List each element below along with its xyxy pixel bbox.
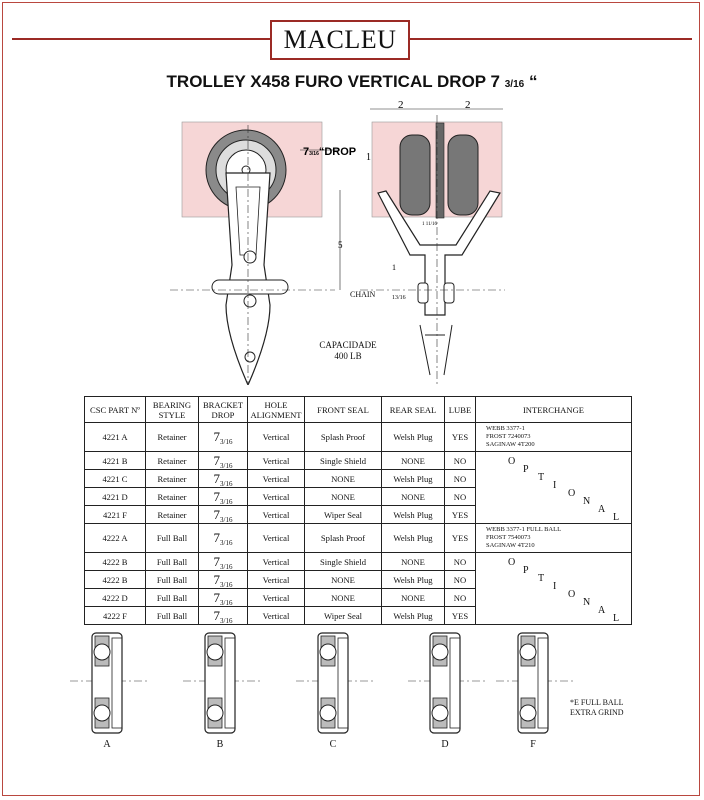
bearing-section-a bbox=[70, 633, 150, 733]
drop-cell bbox=[199, 452, 248, 470]
align-cell: Vertical bbox=[248, 488, 305, 506]
optional-letter: O bbox=[568, 487, 576, 499]
interchange-line: FROST 7240073 bbox=[486, 433, 531, 440]
drop-label: 73/16“DROP bbox=[303, 146, 357, 158]
interchange-cell bbox=[476, 423, 632, 452]
bearing-section-f bbox=[496, 633, 576, 733]
drop-number: 7 bbox=[213, 488, 221, 504]
drop-fraction: 3/16 bbox=[220, 598, 233, 607]
table-row bbox=[85, 423, 632, 452]
style-cell: Full Ball bbox=[146, 589, 199, 607]
capacity-label bbox=[308, 340, 388, 362]
chain-label: CHAIN bbox=[350, 290, 376, 299]
optional-letter: A bbox=[598, 503, 606, 515]
style-cell: Retainer bbox=[146, 488, 199, 506]
dim-13-16: 13/16 bbox=[392, 295, 406, 301]
part-cell: 4222 F bbox=[85, 607, 146, 625]
bearing-section-b bbox=[183, 633, 263, 733]
col-rear: REAR SEAL bbox=[382, 397, 445, 423]
bearing-label-b: B bbox=[216, 739, 224, 750]
drop-number: 7 bbox=[213, 429, 221, 444]
col-align: HOLE ALIGNMENT bbox=[248, 397, 305, 423]
drop-cell bbox=[199, 524, 248, 553]
optional-letter: I bbox=[553, 580, 557, 592]
drop-cell bbox=[199, 423, 248, 452]
optional-letter: O bbox=[508, 556, 516, 568]
interchange-cell bbox=[476, 524, 632, 553]
bearing-label-f: F bbox=[530, 739, 536, 750]
front-seal-cell: Single Shield bbox=[305, 553, 382, 571]
front-seal-cell: Splash Proof bbox=[305, 423, 382, 452]
part-cell: 4222 A bbox=[85, 524, 146, 553]
note-line2: EXTRA GRIND bbox=[570, 708, 624, 717]
drop-number: 7 bbox=[213, 571, 221, 587]
dim-5: 5 bbox=[338, 240, 343, 250]
interchange-line: SAGINAW 4T200 bbox=[486, 441, 535, 448]
optional-letter: P bbox=[523, 463, 529, 475]
part-cell: 4221 D bbox=[85, 488, 146, 506]
front-seal-cell: NONE bbox=[305, 589, 382, 607]
style-cell: Full Ball bbox=[146, 553, 199, 571]
drop-number: 7 bbox=[213, 452, 221, 468]
lube-cell: YES bbox=[445, 506, 476, 524]
wheel-left-end bbox=[400, 135, 430, 215]
drop-fraction: 3/16 bbox=[220, 515, 233, 524]
optional-letter: L bbox=[613, 612, 620, 624]
optional-letter: N bbox=[583, 495, 591, 507]
capacity-line2: 400 LB bbox=[334, 351, 362, 361]
front-seal-cell: Single Shield bbox=[305, 452, 382, 470]
interchange-line: WEBB 3377-1 bbox=[486, 425, 525, 432]
rear-seal-cell: NONE bbox=[382, 553, 445, 571]
title-suffix: “ bbox=[524, 72, 538, 91]
table-row bbox=[85, 553, 632, 571]
drop-fraction: 3/16 bbox=[220, 497, 233, 506]
drop-cell bbox=[199, 506, 248, 524]
drop-cell bbox=[199, 589, 248, 607]
rear-seal-cell: Welsh Plug bbox=[382, 571, 445, 589]
interchange-line: WEBB 3377-1 FULL BALL bbox=[486, 526, 562, 533]
optional-letter: P bbox=[523, 564, 529, 576]
brand-logo bbox=[270, 20, 410, 60]
bearing-section-c bbox=[296, 633, 376, 733]
rear-seal-cell: Welsh Plug bbox=[382, 506, 445, 524]
interchange-line: SAGINAW 4T210 bbox=[486, 542, 535, 549]
align-cell: Vertical bbox=[248, 452, 305, 470]
col-part: CSC PART Nº bbox=[85, 397, 146, 423]
drop-fraction: 3/16 bbox=[220, 479, 233, 488]
optional-letter: O bbox=[508, 455, 516, 467]
align-cell: Vertical bbox=[248, 571, 305, 589]
col-interchange: INTERCHANGE bbox=[476, 397, 632, 423]
drop-cell bbox=[199, 553, 248, 571]
capacity-line1: CAPACIDADE bbox=[319, 340, 377, 350]
wheel-right-end bbox=[448, 135, 478, 215]
lube-cell: NO bbox=[445, 589, 476, 607]
part-cell: 4221 A bbox=[85, 423, 146, 452]
front-seal-cell: NONE bbox=[305, 488, 382, 506]
header-rule-left bbox=[12, 38, 270, 40]
drop-fraction: 3/16 bbox=[220, 616, 233, 625]
align-cell: Vertical bbox=[248, 553, 305, 571]
table-header-row bbox=[85, 397, 632, 423]
optional-cell bbox=[476, 553, 632, 625]
rear-seal-cell: Welsh Plug bbox=[382, 524, 445, 553]
bearing-section-d bbox=[408, 633, 488, 733]
dim-1-3-16: 1 bbox=[392, 263, 396, 272]
drop-fraction: 3/16 bbox=[220, 539, 233, 547]
bearing-sections bbox=[0, 628, 704, 738]
optional-letter: O bbox=[568, 588, 576, 600]
part-cell: 4221 B bbox=[85, 452, 146, 470]
optional-letter: A bbox=[598, 604, 606, 616]
lube-cell: YES bbox=[445, 423, 476, 452]
lube-cell: NO bbox=[445, 470, 476, 488]
lube-cell: NO bbox=[445, 553, 476, 571]
part-cell: 4221 C bbox=[85, 470, 146, 488]
col-lube: LUBE bbox=[445, 397, 476, 423]
drop-number: 7 bbox=[213, 607, 221, 623]
parts-table bbox=[84, 396, 632, 625]
lube-cell: NO bbox=[445, 452, 476, 470]
col-style: BEARING STYLE bbox=[146, 397, 199, 423]
dim-small: 1 11/16 bbox=[422, 222, 437, 227]
style-cell: Retainer bbox=[146, 470, 199, 488]
part-cell: 4222 D bbox=[85, 589, 146, 607]
rear-seal-cell: NONE bbox=[382, 488, 445, 506]
page-title bbox=[0, 72, 704, 92]
style-cell: Full Ball bbox=[146, 571, 199, 589]
align-cell: Vertical bbox=[248, 524, 305, 553]
front-seal-cell: Wiper Seal bbox=[305, 607, 382, 625]
front-seal-cell: Wiper Seal bbox=[305, 506, 382, 524]
rear-seal-cell: Welsh Plug bbox=[382, 423, 445, 452]
style-cell: Retainer bbox=[146, 506, 199, 524]
bearing-label-d: D bbox=[441, 739, 449, 750]
note-line1: *E FULL BALL bbox=[570, 698, 624, 707]
title-fraction: 3/16 bbox=[504, 79, 525, 90]
rear-seal-cell: NONE bbox=[382, 589, 445, 607]
optional-letter: T bbox=[538, 572, 545, 584]
style-cell: Full Ball bbox=[146, 607, 199, 625]
style-cell: Full Ball bbox=[146, 524, 199, 553]
table-row bbox=[85, 452, 632, 470]
drop-number: 7 bbox=[213, 530, 221, 545]
drop-fraction: 3/16 bbox=[220, 461, 233, 470]
optional-letter: T bbox=[538, 471, 545, 483]
part-cell: 4222 B bbox=[85, 553, 146, 571]
align-cell: Vertical bbox=[248, 589, 305, 607]
rear-seal-cell: Welsh Plug bbox=[382, 607, 445, 625]
lube-cell: NO bbox=[445, 571, 476, 589]
dim-width-right: 2 bbox=[465, 99, 471, 111]
drop-number: 7 bbox=[213, 589, 221, 605]
front-seal-cell: Splash Proof bbox=[305, 524, 382, 553]
lube-cell: NO bbox=[445, 488, 476, 506]
optional-letter: L bbox=[613, 511, 620, 523]
lube-cell: YES bbox=[445, 607, 476, 625]
part-cell: 4221 F bbox=[85, 506, 146, 524]
part-cell: 4222 B bbox=[85, 571, 146, 589]
front-seal-cell: NONE bbox=[305, 571, 382, 589]
bearing-label-a: A bbox=[103, 739, 111, 750]
optional-letter: N bbox=[583, 596, 591, 608]
align-cell: Vertical bbox=[248, 423, 305, 452]
drop-fraction: 3/16 bbox=[220, 438, 233, 446]
col-drop: BRACKET DROP bbox=[199, 397, 248, 423]
style-cell: Retainer bbox=[146, 423, 199, 452]
title-main: TROLLEY X458 FURO VERTICAL DROP 7 bbox=[166, 72, 501, 91]
drop-fraction: 3/16 bbox=[220, 580, 233, 589]
interchange-line: FROST 7540073 bbox=[486, 534, 531, 541]
drop-number: 7 bbox=[213, 506, 221, 522]
drop-cell bbox=[199, 607, 248, 625]
table-row bbox=[85, 524, 632, 553]
brand-logo-text: MACLEU bbox=[283, 25, 397, 54]
drop-cell bbox=[199, 470, 248, 488]
full-ball-note bbox=[570, 698, 624, 718]
bearing-label-c: C bbox=[329, 739, 337, 750]
lube-cell: YES bbox=[445, 524, 476, 553]
align-cell: Vertical bbox=[248, 506, 305, 524]
drop-fraction: 3/16 bbox=[220, 562, 233, 571]
drop-number: 7 bbox=[213, 470, 221, 486]
optional-cell bbox=[476, 452, 632, 524]
optional-letter: I bbox=[553, 479, 557, 491]
rear-seal-cell: Welsh Plug bbox=[382, 470, 445, 488]
drop-cell bbox=[199, 571, 248, 589]
header-rule-right bbox=[410, 38, 692, 40]
dim-1: 1 bbox=[366, 152, 371, 163]
drop-cell bbox=[199, 488, 248, 506]
rear-seal-cell: NONE bbox=[382, 452, 445, 470]
drop-number: 7 bbox=[213, 553, 221, 569]
dim-width-left: 2 bbox=[398, 99, 404, 111]
front-seal-cell: NONE bbox=[305, 470, 382, 488]
col-front: FRONT SEAL bbox=[305, 397, 382, 423]
align-cell: Vertical bbox=[248, 470, 305, 488]
align-cell: Vertical bbox=[248, 607, 305, 625]
style-cell: Retainer bbox=[146, 452, 199, 470]
